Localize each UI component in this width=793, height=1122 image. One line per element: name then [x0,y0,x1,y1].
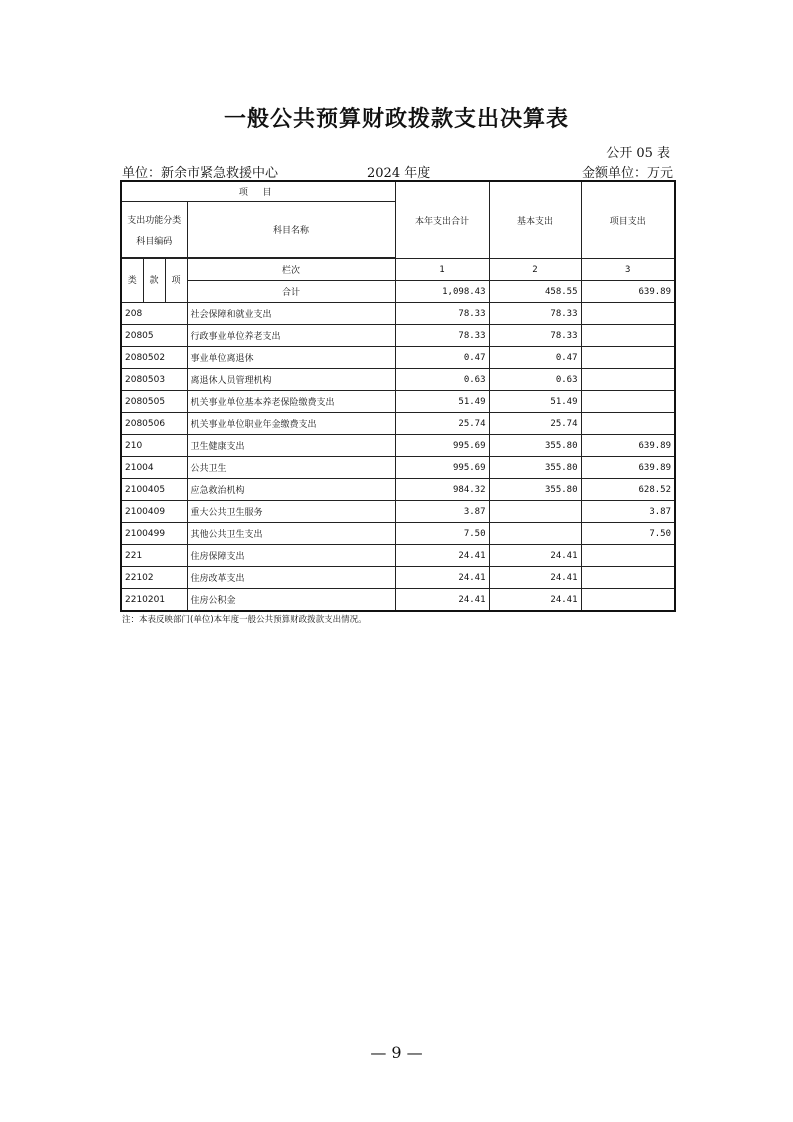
sum-project: 639.89 [581,281,675,303]
header-lei: 类 [121,259,143,303]
header-func-code-line2: 科目编码 [136,236,173,247]
form-number: 公开 05 表 [606,146,670,161]
row-basic: 24.41 [489,567,581,589]
table-row [121,325,675,347]
row-code: 208 [121,303,187,325]
row-code: 2100405 [121,479,187,501]
row-total: 78.33 [395,325,489,347]
row-code: 2210201 [121,589,187,612]
row-total: 24.41 [395,589,489,612]
row-code: 221 [121,545,187,567]
header-col2: 2 [489,259,581,281]
row-subject-name: 机关事业单位职业年金缴费支出 [187,413,395,435]
unit-label: 单位：新余市紧急救援中心 [122,166,279,181]
row-total: 78.33 [395,303,489,325]
header-project: 项目支出 [581,181,675,259]
row-project: 628.52 [581,479,675,501]
row-code: 20805 [121,325,187,347]
row-project [581,545,675,567]
row-basic [489,501,581,523]
row-subject-name: 其他公共卫生支出 [187,523,395,545]
table-row [121,479,675,501]
row-project [581,391,675,413]
table-row [121,501,675,523]
row-subject-name: 卫生健康支出 [187,435,395,457]
row-total: 984.32 [395,479,489,501]
table-row [121,369,675,391]
row-subject-name: 应急救治机构 [187,479,395,501]
row-project [581,325,675,347]
row-basic: 0.47 [489,347,581,369]
header-func-code [121,202,187,258]
row-basic: 78.33 [489,325,581,347]
header-column-order: 栏次 [187,259,395,281]
row-total: 24.41 [395,545,489,567]
row-code: 2100409 [121,501,187,523]
row-subject-name: 社会保障和就业支出 [187,303,395,325]
row-subject-name: 机关事业单位基本养老保险缴费支出 [187,391,395,413]
sum-label: 合计 [187,281,395,303]
row-basic: 355.80 [489,457,581,479]
table-row [121,391,675,413]
table-row [121,413,675,435]
row-project: 3.87 [581,501,675,523]
row-project [581,589,675,612]
row-subject-name: 离退休人员管理机构 [187,369,395,391]
header-total: 本年支出合计 [395,181,489,259]
header-row-order [121,259,675,281]
row-code: 2080506 [121,413,187,435]
row-total: 0.47 [395,347,489,369]
row-project: 639.89 [581,457,675,479]
unit-info-row [122,162,673,180]
row-project [581,347,675,369]
row-total: 0.63 [395,369,489,391]
table-row [121,435,675,457]
row-subject-name: 重大公共卫生服务 [187,501,395,523]
row-total: 51.49 [395,391,489,413]
page-title: 一般公共预算财政拨款支出决算表 [223,107,569,132]
table-note: 注：本表反映部门(单位)本年度一般公共预算财政拨款支出情况。 [122,615,367,625]
row-code: 2100499 [121,523,187,545]
table-row [121,523,675,545]
row-total: 3.87 [395,501,489,523]
header-xiang: 项 [165,259,187,303]
header-row-item [121,181,675,202]
row-project [581,303,675,325]
row-total: 995.69 [395,457,489,479]
row-project: 7.50 [581,523,675,545]
header-basic: 基本支出 [489,181,581,259]
header-subject-name: 科目名称 [187,202,395,258]
row-subject-name: 住房公积金 [187,589,395,612]
row-code: 22102 [121,567,187,589]
row-basic: 78.33 [489,303,581,325]
row-code: 2080505 [121,391,187,413]
row-subject-name: 住房改革支出 [187,567,395,589]
table-row [121,457,675,479]
row-subject-name: 行政事业单位养老支出 [187,325,395,347]
row-total: 25.74 [395,413,489,435]
header-item: 项 目 [121,181,395,202]
expenditure-table [120,180,676,612]
row-code: 2080503 [121,369,187,391]
table-row [121,347,675,369]
sum-basic: 458.55 [489,281,581,303]
header-func-code-line1: 支出功能分类 [127,215,182,226]
table-row [121,303,675,325]
amount-unit-label: 金额单位：万元 [581,166,673,181]
sum-total: 1,098.43 [395,281,489,303]
table-row [121,545,675,567]
row-basic: 51.49 [489,391,581,413]
row-basic: 0.63 [489,369,581,391]
row-total: 7.50 [395,523,489,545]
header-col3: 3 [581,259,675,281]
row-total: 24.41 [395,567,489,589]
header-col1: 1 [395,259,489,281]
row-project [581,567,675,589]
table-row [121,567,675,589]
row-code: 210 [121,435,187,457]
row-project [581,413,675,435]
row-basic: 25.74 [489,413,581,435]
row-subject-name: 住房保障支出 [187,545,395,567]
row-project [581,369,675,391]
row-basic: 355.80 [489,479,581,501]
row-subject-name: 事业单位离退休 [187,347,395,369]
sum-row [121,281,675,303]
row-subject-name: 公共卫生 [187,457,395,479]
header-kuan: 款 [143,259,165,303]
row-basic [489,523,581,545]
page-number: — 9 — [370,1043,423,1062]
row-project: 639.89 [581,435,675,457]
row-total: 995.69 [395,435,489,457]
row-code: 21004 [121,457,187,479]
row-basic: 24.41 [489,589,581,612]
row-basic: 24.41 [489,545,581,567]
row-basic: 355.80 [489,435,581,457]
row-code: 2080502 [121,347,187,369]
year-label: 2024 年度 [367,166,431,181]
table-row [121,589,675,612]
